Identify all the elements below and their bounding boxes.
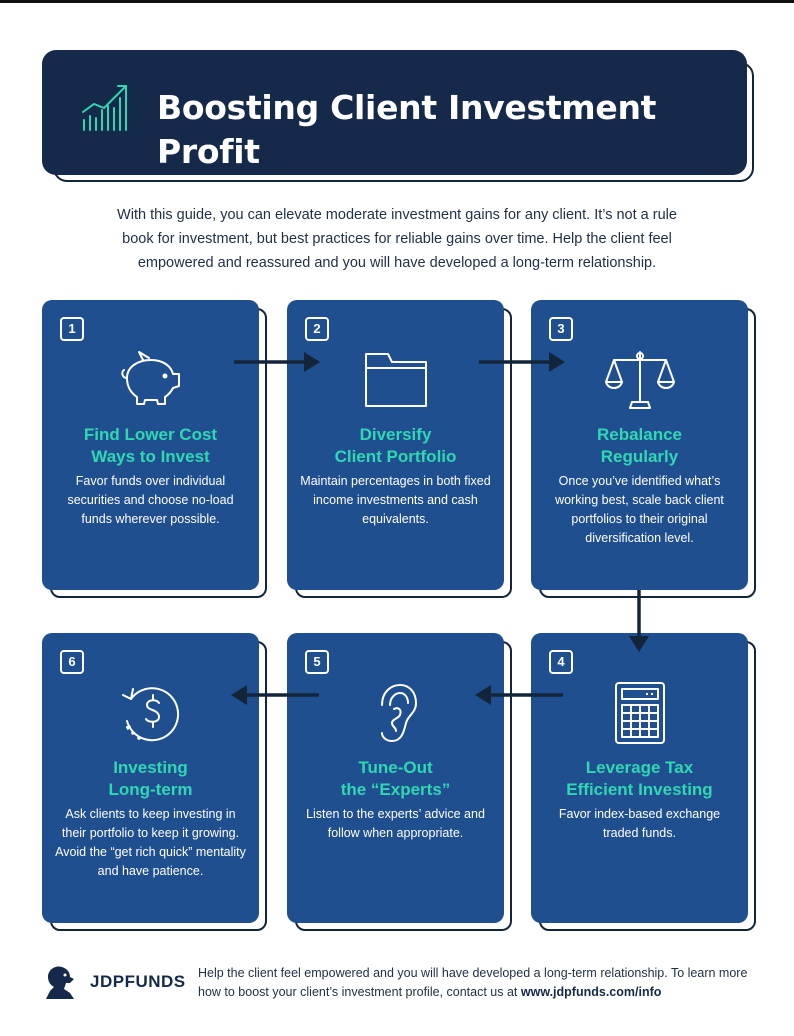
arrow-left-5-to-6 (229, 683, 321, 707)
card-title (295, 757, 496, 801)
card-body (42, 633, 259, 923)
title-line-1: Find Lower Cost (83, 425, 218, 444)
card-body (531, 633, 748, 923)
title-line-2: Long-term (108, 780, 193, 799)
calculator-icon (602, 675, 678, 751)
title-line-2: Efficient Investing (566, 780, 713, 799)
card-title (50, 757, 251, 801)
title-line-2: Client Portfolio (334, 447, 457, 466)
step-card-4 (531, 633, 756, 931)
card-description: Favor funds over individual securities and choose no-load funds wherever possible. (67, 474, 234, 526)
footer-brand: JDPFUNDS (90, 972, 186, 991)
step-number: 5 (305, 650, 329, 674)
arrow-left-4-to-5 (473, 683, 565, 707)
dollar-cycle-icon (113, 675, 189, 751)
card-title (295, 424, 496, 468)
card-body (287, 300, 504, 590)
title-line-2: Regularly (600, 447, 679, 466)
balance-scale-icon (602, 342, 678, 418)
step-card-3 (531, 300, 756, 598)
step-card-5 (287, 633, 512, 931)
title-line-1: Leverage Tax (585, 758, 694, 777)
footer-message: Help the client feel empowered and you will have developed a long-term relationship. To learn more how to boost your client’s investment profile, contact us at (198, 966, 748, 999)
footer-text (198, 964, 758, 1002)
card-description: Ask clients to keep investing in their portfolio to keep it growing. Avoid the “get rich quick” mentality and have patience. (55, 807, 246, 878)
intro-paragraph: With this guide, you can elevate moderate investment gains for any client. It’s not a rule book for investment, but best practices for reliable gains over time. Help the client feel empowered and reassured and you will have developed a long-term relationship. (117, 207, 677, 271)
piggy-bank-icon (113, 342, 189, 418)
card-body (531, 300, 748, 590)
step-number: 4 (549, 650, 573, 674)
step-card-1 (42, 300, 267, 598)
header-banner (42, 50, 747, 175)
card-title (539, 757, 740, 801)
title-line-2: Ways to Invest (91, 447, 210, 466)
card-description: Listen to the experts’ advice and follow when appropriate. (306, 807, 485, 840)
arrow-right-1-to-2 (230, 350, 322, 374)
card-description: Maintain percentages in both fixed income investments and cash equivalents. (300, 474, 491, 526)
step-number: 1 (60, 317, 84, 341)
lion-logo-icon (40, 963, 80, 1003)
growth-chart-icon (80, 82, 132, 134)
step-number: 6 (60, 650, 84, 674)
page-title: Boosting Client Investment Profit (157, 88, 657, 171)
title-line-1: Rebalance (596, 425, 683, 444)
top-border (0, 0, 794, 3)
step-number: 2 (305, 317, 329, 341)
step-card-2 (287, 300, 512, 598)
arrow-right-2-to-3 (475, 350, 567, 374)
footer-link[interactable]: www.jdpfunds.com/info (520, 985, 662, 999)
step-card-6 (42, 633, 267, 931)
title-line-1: Investing (113, 758, 188, 777)
title-line-2: the “Experts” (340, 780, 451, 799)
card-description: Once you’ve identified what’s working best, scale back client portfolios to their original diversification level. (555, 474, 724, 545)
step-number: 3 (549, 317, 573, 341)
card-description: Favor index-based exchange traded funds. (558, 807, 721, 840)
arrow-down-3-to-4 (627, 590, 651, 656)
folder-icon (358, 342, 434, 418)
title-line-1: Diversify (359, 425, 432, 444)
card-body (42, 300, 259, 590)
card-title (50, 424, 251, 468)
card-body (287, 633, 504, 923)
card-title (539, 424, 740, 468)
ear-icon (358, 675, 434, 751)
title-line-1: Tune-Out (358, 758, 433, 777)
